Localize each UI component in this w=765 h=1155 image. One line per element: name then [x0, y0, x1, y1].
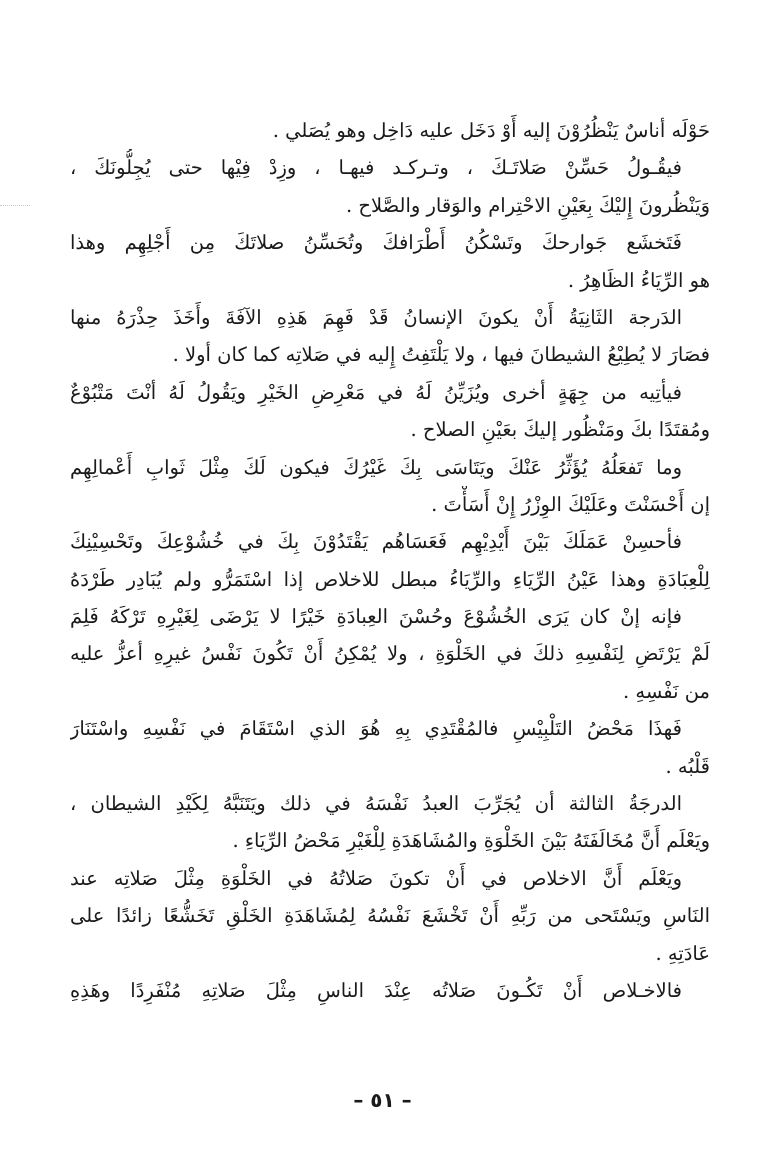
- scan-edge-mark: [0, 205, 30, 207]
- text-line: ويَعْلَم أَنَّ الاخلاص في أَنْ تكونَ صَلاتُهُ في الخَلْوَةِ مِثْلَ صَلاتِه عند: [70, 866, 682, 890]
- text-line: لَمْ يَرْتَضِ لِنَفْسِهِ ذلكَ في الخَلْوَةِ ، ولا يُمْكِنُ أَنْ تَكُونَ نَفْسُ غيرِهِ أعزُّ عليه: [70, 642, 710, 666]
- text-line: فَهذَا مَحْضُ التَلْبِيْسِ فالمُقْتَدِي بِهِ هُوَ الذي اسْتَقَامَ في نَفْسِهِ واسْتَنَارَ: [70, 717, 682, 741]
- text-line: فأحسِنْ عَمَلَكَ بَيْنَ أَيْدِيْهِم فَعَسَاهُم يَقْتَدُوْنَ بِكَ في خُشُوْعِكَ وتَحْسِيْنِكَ: [70, 530, 682, 554]
- page-number: – ٥١ –: [353, 1088, 412, 1112]
- text-line: وما تَفعَلُهُ يُؤَثِّرُ عَنْكَ ويَتَاسَى بِكَ غَيْرُكَ فيكون لَكَ مِثْلَ ثَوابِ أَعْمالِهِم: [70, 455, 682, 479]
- text-line: لِلْعِبَادَةِ وهذا عَيْنُ الرِّيَاءِ والرِّيَاءُ مبطل للاخلاص إذا اسْتَمَرُّو ولم يُبَادِر طَرْدَهُ: [70, 567, 710, 591]
- text-line: حَوْلَه أناسٌ يَنْظُرُوْنَ إليه أَوْ دَخَل عليه دَاخِل وهو يُصَلي .: [272, 119, 710, 142]
- text-line: فإنه إنْ كان يَرَى الخُشُوْعَ وحُسْنَ العِبادَةِ خَيْرًا لا يَرْضَى لِغَيْرِهِ تَرْكَهُ فَلِمَ: [70, 605, 682, 629]
- document-page: [70, 112, 710, 1112]
- text-line: عَادَتِهِ .: [655, 941, 710, 965]
- text-line: وَيَنْظُرونَ إِليْكَ بِعَيْنِ الاحْتِرام والوَقار والصَّلاح .: [345, 193, 710, 217]
- text-line: قَلْبُه .: [665, 754, 710, 778]
- text-line: فَتَخشَع جَوارحكَ وتَسْكُنُ أَطْرَافكَ وتُحَسِّنُ صلاتَكَ مِن أَجْلِهِم وهذا: [70, 231, 682, 255]
- text-line: فيقُـولُ حَسِّنْ صَلاتَـكَ ، وتـركـد فيهـا ، وزِدْ فِيْها حتى يُجِلُّونَكَ ،: [70, 156, 682, 180]
- text-line: النَاسِ ويَسْتَحى من رَبِّهِ أَنْ تَخْشَعَ نَفْسُهُ لِمُشَاهَدَةِ الخَلْقِ تَخَشُّعًا زائدًا على: [70, 904, 710, 928]
- text-line: من نَفْسِهِ .: [622, 679, 710, 703]
- text-line: فالاخـلاص أَنْ تَكُـونَ صَلاتُه عِنْدَ الناسِ مِثْلَ صَلاتِهِ مُنْفَرِدًا وهَذِهِ: [70, 978, 682, 1002]
- text-line: هو الرِّيَاءُ الظَاهِرُ .: [567, 268, 710, 292]
- text-line: إن أَحْسَنْتَ وعَلَيْكَ الوِزْرُ إِنْ أَسَأْتَ .: [431, 492, 710, 516]
- text-line: الدرجَةُ الثالثة أن يُجَرِّبَ العبدُ نَفْسَهُ في ذلك ويَتَنَبَّهُ لِكَيْدِ الشيطان ،: [70, 792, 682, 816]
- text-line: ومُقتَدًا بكَ ومَنْظُور إليكَ بعَيْنِ الصلاح .: [410, 418, 710, 442]
- document-body: [70, 112, 710, 1009]
- text-line: ويَعْلَم أَنَّ مُخَالَفَتَهُ بَيْنَ الخَلْوَةِ والمُشَاهَدَةِ لِلْغَيْرِ مَحْضُ الرِّيَاءِ .: [232, 829, 710, 853]
- page-footer: [0, 1080, 765, 1120]
- text-line: فيأتِيه من جِهَةٍ أخرى ويُزَيِّنُ لَهُ في مَعْرِضِ الخَيْرِ ويَقُولُ لَهُ أنْتَ مَتْبُوْعٌ: [70, 380, 682, 404]
- text-line: الدَرجة الثَانِيَةُ أَنْ يكونَ الإنسانُ قَدْ فَهِمَ هَذِهِ الآفَةَ وأَخَذَ حِذْرَهُ منها: [70, 305, 682, 329]
- text-line: فصَارَ لا يُطِيْعُ الشيطانَ فيها ، ولا يَلْتَفِتُ إِليه في صَلاتِه كما كان أولا .: [172, 343, 710, 367]
